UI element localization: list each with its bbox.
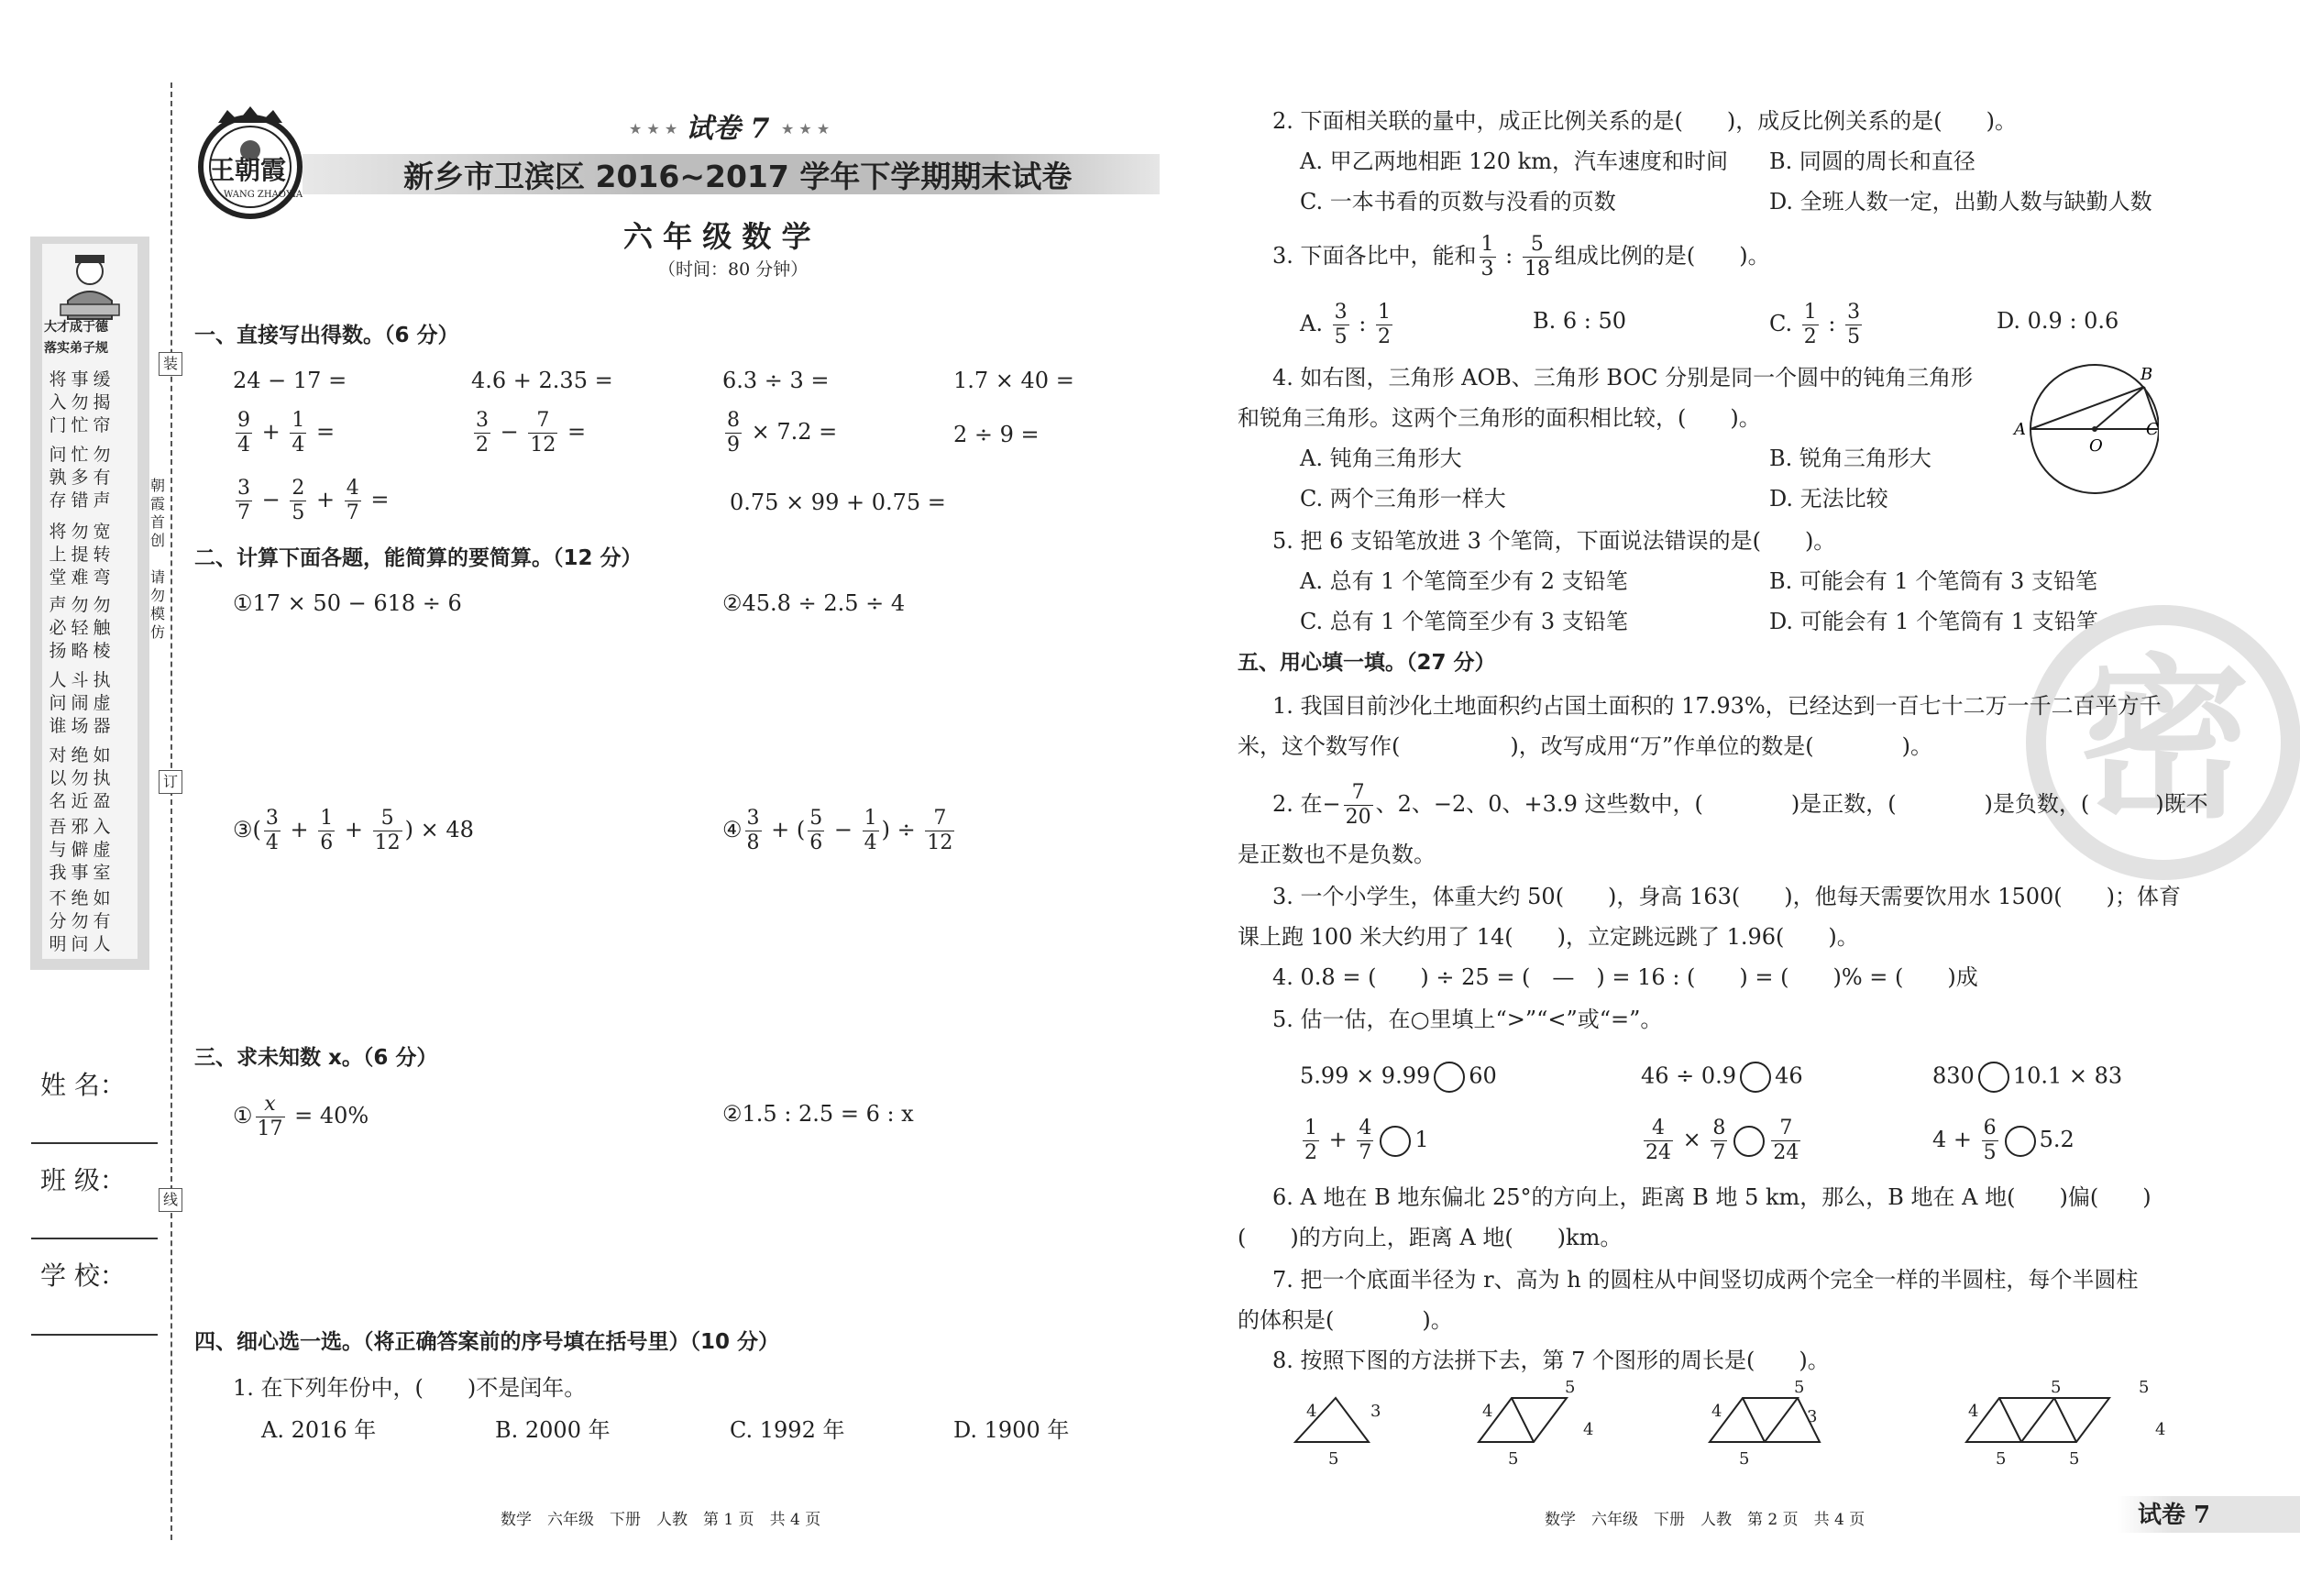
s5-q5: 5. 估一估，在○里填上“>”“<”或“=”。: [1272, 1007, 1663, 1032]
sidebar-column: 执虚器: [93, 670, 111, 736]
sidebar-column: 邪僻事: [71, 817, 89, 883]
fig-num-8: 4: [1711, 1402, 1722, 1421]
s4-q5-c: C. 总有 1 个笔筒至少有 3 支铅笔: [1300, 609, 1628, 634]
s4-q1-d: D. 1900 年: [953, 1417, 1070, 1443]
compare-circle[interactable]: [2005, 1126, 2036, 1157]
s4-q4-line1: 4. 如右图，三角形 AOB、三角形 BOC 分别是同一个圆中的钝角三角形: [1272, 365, 1974, 391]
compare-circle[interactable]: [1434, 1062, 1465, 1093]
sidebar-column: 对以名: [49, 745, 67, 811]
fig-num-7: 5: [1508, 1449, 1519, 1467]
s5-q3-line1: 3. 一个小学生，体重大约 50( )，身高 163( )，他每天需要饮用水 1500( )；体育: [1272, 884, 2182, 909]
triangle-pattern-figure: [1288, 1380, 2186, 1467]
s3-q1: ① $\frac{x}{17}$ = 40%: [233, 1093, 369, 1140]
s2-q4: ④ $\frac{3}{8}$ + ( $\frac{5}{6}$ − $\frac{1}{4}$ ) ÷ $\frac{7}{12}$: [722, 807, 953, 854]
sidebar-column: 如执盈: [93, 745, 111, 811]
compare-circle[interactable]: [1978, 1062, 2009, 1093]
sidebar-column: 勿有声: [93, 445, 111, 511]
s4-q3-a: A. $\frac{3}{5}$ : $\frac{1}{2}$: [1300, 301, 1391, 348]
s2-q3: ③( $\frac{3}{4}$ + $\frac{1}{6}$ + $\frac{5}{12}$ ) × 48: [233, 807, 474, 854]
s4-q2-c: C. 一本书看的页数与没看的页数: [1300, 189, 1616, 215]
paper-tag: 试卷 7: [686, 113, 770, 145]
sidebar-column: 缓揭帘: [93, 369, 111, 435]
s1-item-10: 0.75 × 99 + 0.75 =: [730, 490, 946, 515]
fig-num-12: 4: [1968, 1402, 1979, 1421]
fig-label-a: A: [2014, 420, 2026, 439]
s5-q5-item-2: 46 ÷ 0.9 46: [1641, 1062, 1803, 1093]
s4-q4-d: D. 无法比较: [1769, 486, 1888, 512]
school-label: 学 校：: [40, 1260, 126, 1291]
sidebar-column: 吾与我: [49, 817, 67, 883]
footer-right: 数学 六年级 下册 人教 第 2 页 共 4 页: [1545, 1511, 1865, 1529]
s2-q2: ②45.8 ÷ 2.5 ÷ 4: [722, 590, 906, 616]
s4-q1-a: A. 2016 年: [261, 1417, 377, 1443]
section3-title: 三、求未知数 x。（6 分）: [194, 1046, 438, 1070]
s4-q5-b: B. 可能会有 1 个笔筒有 3 支铅笔: [1769, 568, 2097, 594]
circle-triangle-figure: [2012, 359, 2159, 506]
sidebar-column: 绝勿近: [71, 745, 89, 811]
sidebar-column: 绝勿问: [71, 888, 89, 954]
exam-time: （时间：80 分钟）: [658, 259, 809, 280]
fig-num-11: 3: [1807, 1407, 1818, 1426]
s4-q3-b: B. 6 : 50: [1533, 308, 1627, 334]
class-label: 班 级：: [40, 1165, 126, 1195]
s1-item-5: $\frac{9}{4}$ + $\frac{1}{4}$ =: [237, 409, 336, 457]
compare-circle[interactable]: [1740, 1062, 1771, 1093]
logo-text: 王朝霞: [209, 155, 287, 185]
compare-circle[interactable]: [1733, 1126, 1765, 1157]
corner-tag: 试卷 7: [2138, 1502, 2211, 1529]
fig-num-16: 5: [1996, 1449, 2007, 1467]
fig-num-10: 5: [1739, 1449, 1750, 1467]
s5-q5-item-3: 830 10.1 × 83: [1932, 1062, 2122, 1093]
fig-num-13: 5: [2051, 1380, 2062, 1397]
logo-subtext: WANG ZHAOXIA: [224, 190, 303, 200]
s5-q8: 8. 按照下图的方法拼下去，第 7 个图形的周长是( )。: [1272, 1348, 1830, 1373]
sidebar-column: 问孰存: [49, 445, 67, 511]
s5-q5-item-5: $\frac{4}{24}$ × $\frac{8}{7}$ $\frac{7}{24}$: [1645, 1117, 1799, 1164]
sidebar-column: 忙多错: [71, 445, 89, 511]
scholar-illustration: [48, 246, 132, 330]
s5-q6-line2: ( )的方向上，距离 A 地( )km。: [1238, 1225, 1623, 1250]
subject-title: 六 年 级 数 学: [623, 219, 811, 254]
fig-num-15: 4: [2155, 1420, 2166, 1439]
fig-num-6: 4: [1583, 1420, 1594, 1439]
paper-tag-stars-right: ★ ★ ★: [781, 120, 831, 138]
s1-item-4: 1.7 × 40 =: [953, 368, 1074, 393]
sidebar-column: 勿提难: [71, 522, 89, 588]
sidebar-column: 不分明: [49, 888, 67, 954]
s5-q1-line2: 米，这个数写作( )，改写成用“万”作单位的数是( )。: [1238, 733, 1932, 759]
s5-q5-item-1: 5.99 × 9.99 60: [1300, 1062, 1497, 1093]
sidebar-column: 宽转弯: [93, 522, 111, 588]
s4-q4-line2: 和锐角三角形。这两个三角形的面积相比较，( )。: [1238, 405, 1761, 431]
fig-num-3: 5: [1328, 1449, 1339, 1467]
s5-q4: 4. 0.8 = ( ) ÷ 25 = ( — ) = 16 : ( ) = ( )% = ( )成: [1272, 964, 1978, 990]
sidebar-column: 勿轻略: [71, 595, 89, 661]
s4-q2-b: B. 同圆的周长和直径: [1769, 149, 1975, 174]
section5-title: 五、用心填一填。（27 分）: [1238, 651, 1496, 675]
sidebar-column: 将入门: [49, 369, 67, 435]
s4-q2-d: D. 全班人数一定，出勤人数与缺勤人数: [1769, 189, 2152, 215]
fig-num-9: 5: [1794, 1380, 1805, 1397]
name-label: 姓 名：: [40, 1070, 126, 1100]
vertical-note-2: 请勿模仿: [149, 568, 165, 641]
section1-title: 一、直接写出得数。（6 分）: [194, 324, 459, 347]
footer-left: 数学 六年级 下册 人教 第 1 页 共 4 页: [501, 1511, 821, 1529]
s1-item-7-text: × 7.2 =: [751, 419, 838, 445]
s4-q2: 2. 下面相关联的量中，成正比例关系的是( )，成反比例关系的是( )。: [1272, 108, 2017, 134]
sidebar-column: 将上堂: [49, 522, 67, 588]
cut-mark-3: 线: [159, 1188, 182, 1212]
s1-item-3: 6.3 ÷ 3 =: [722, 368, 830, 393]
s1-item-2: 4.6 + 2.35 =: [471, 368, 613, 393]
s4-q3-d: D. 0.9 : 0.6: [1997, 308, 2119, 334]
s1-item-9: $\frac{3}{7}$ − $\frac{2}{5}$ + $\frac{4}{7}$ =: [237, 477, 390, 524]
confidential-watermark: 密: [2026, 605, 2300, 880]
s5-q7-line2: 的体积是( )。: [1238, 1307, 1453, 1333]
s4-q3-c: C. $\frac{1}{2}$ : $\frac{3}{5}$: [1769, 301, 1861, 348]
cut-mark-1: 装: [159, 352, 182, 376]
cut-mark-2: 订: [159, 770, 182, 794]
s4-q4-c: C. 两个三角形一样大: [1300, 486, 1506, 512]
sidebar-column: 声必扬: [49, 595, 67, 661]
s4-q1: 1. 在下列年份中，( )不是闰年。: [233, 1375, 587, 1401]
class-line: [31, 1238, 158, 1239]
compare-circle[interactable]: [1380, 1126, 1411, 1157]
name-line: [31, 1142, 158, 1144]
school-line: [31, 1334, 158, 1336]
s5-q5-item-6: 4 + $\frac{6}{5}$ 5.2: [1932, 1117, 2074, 1164]
motto-top: 大才成于德: [44, 320, 108, 335]
fig-label-o: O: [2089, 436, 2103, 456]
fig-label-b: B: [2140, 365, 2153, 384]
exam-title: 新乡市卫滨区 2016~2017 学年下学期期末试卷: [403, 159, 1073, 194]
vertical-note-1: 朝霞首创: [149, 477, 165, 549]
s2-q1: ①17 × 50 − 618 ÷ 6: [233, 590, 462, 616]
sidebar-column: 如有人: [93, 888, 111, 954]
section2-title: 二、计算下面各题，能简算的要简算。（12 分）: [194, 546, 643, 570]
s4-q1-c: C. 1992 年: [730, 1417, 845, 1443]
s5-q2-line2: 是正数也不是负数。: [1238, 842, 1436, 867]
fig-num-2: 3: [1370, 1402, 1381, 1421]
sidebar-column: 斗闹场: [71, 670, 89, 736]
s4-q5-d: D. 可能会有 1 个笔筒有 1 支铅笔: [1769, 609, 2098, 634]
s4-q4-a: A. 钝角三角形大: [1300, 446, 1462, 471]
section4-title: 四、细心选一选。（将正确答案前的序号填在括号里）（10 分）: [194, 1330, 780, 1354]
s1-item-6: $\frac{3}{2}$ − $\frac{7}{12}$ =: [476, 409, 587, 457]
s4-q2-a: A. 甲乙两地相距 120 km，汽车速度和时间: [1300, 149, 1728, 174]
s3-q2: ②1.5 : 2.5 = 6 : x: [722, 1101, 914, 1127]
s5-q5-item-4: $\frac{1}{2}$ + $\frac{4}{7}$ 1: [1304, 1117, 1429, 1164]
sidebar-column: 勿触棱: [93, 595, 111, 661]
s1-item-1: 24 − 17 =: [233, 368, 347, 393]
s4-q5: 5. 把 6 支铅笔放进 3 个笔筒，下面说法错误的是( )。: [1272, 528, 1836, 554]
s5-q7-line1: 7. 把一个底面半径为 r、高为 h 的圆柱从中间竖切成两个完全一样的半圆柱，每个半圆柱: [1272, 1267, 2139, 1293]
fig-num-5: 5: [1565, 1380, 1576, 1397]
sidebar-column: 入虚室: [93, 817, 111, 883]
sidebar-column: 事勿忙: [71, 369, 89, 435]
fig-num-1: 4: [1306, 1402, 1317, 1421]
fig-num-14: 5: [2139, 1380, 2150, 1397]
s4-q4-b: B. 锐角三角形大: [1769, 446, 1931, 471]
s5-q1-line1: 1. 我国目前沙化土地面积约占国土面积的 17.93%，已经达到一百七十二万一千二百平方千: [1272, 693, 2162, 719]
s4-q3: 3. 下面各比中，能和 $\frac{1}{3}$ : $\frac{5}{18}$ 组成比例的是( )。: [1272, 233, 1770, 281]
sidebar-column: 人问谁: [49, 670, 67, 736]
fig-num-4: 4: [1482, 1402, 1493, 1421]
paper-tag-stars-left: ★ ★ ★: [629, 120, 678, 138]
s5-q2-line1: 2. 在− $\frac{7}{20}$ 、2、−2、0、+3.9 这些数中，( )是正数，( )是负数，( )既不: [1272, 781, 2208, 829]
s4-q1-b: B. 2000 年: [495, 1417, 611, 1443]
s5-q6-line1: 6. A 地在 B 地东偏北 25°的方向上，距离 B 地 5 km，那么，B 地在 A 地( )偏( ): [1272, 1184, 2151, 1210]
s1-item-7: $\frac{8}{9}$ × 7.2 =: [727, 409, 838, 457]
s5-q3-line2: 课上跑 100 米大约用了 14( )，立定跳远跳了 1.96( )。: [1238, 924, 1859, 950]
s1-item-8: 2 ÷ 9 =: [953, 422, 1040, 447]
fig-label-c: C: [2146, 420, 2159, 439]
fig-num-17: 5: [2069, 1449, 2080, 1467]
motto-bottom: 落实弟子规: [44, 341, 108, 356]
cut-line: [171, 83, 172, 1540]
s4-q5-a: A. 总有 1 个笔筒至少有 2 支铅笔: [1300, 568, 1628, 594]
